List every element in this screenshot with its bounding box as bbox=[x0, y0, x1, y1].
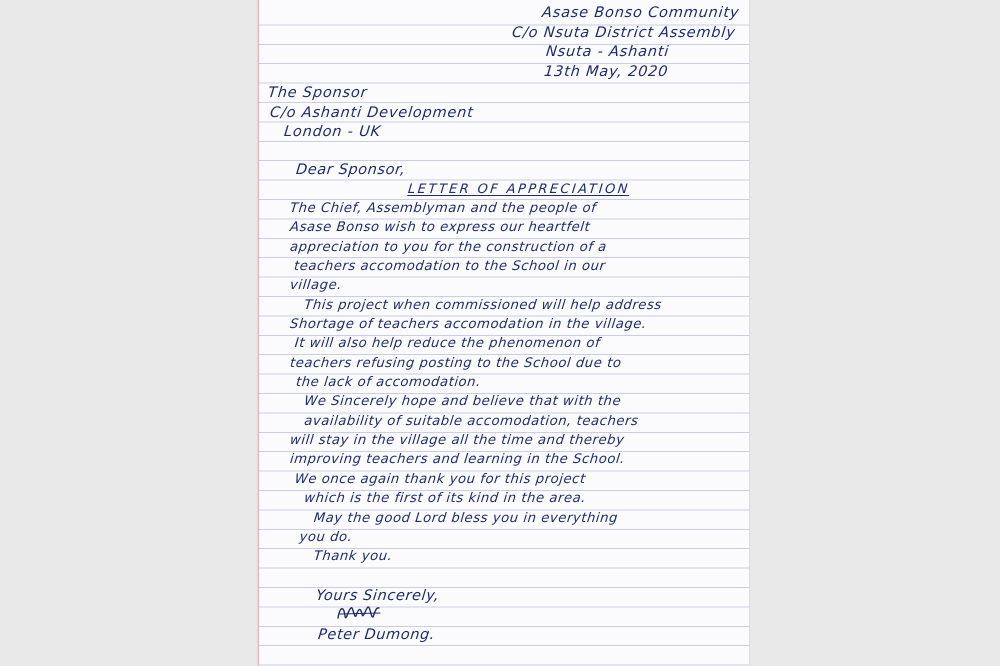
handwritten-signature bbox=[336, 602, 384, 624]
body-line: Thank you. bbox=[289, 549, 394, 565]
signer-name: Peter Dumong. bbox=[317, 627, 436, 643]
body-line: teachers accomodation to the School in our bbox=[293, 259, 607, 275]
recipient-address-line: London - UK bbox=[283, 124, 382, 140]
recipient-address-line: C/o Ashanti Development bbox=[269, 104, 475, 121]
body-line: appreciation to you for the construction of a bbox=[289, 239, 608, 255]
body-line: We once again thank you for this project bbox=[289, 471, 587, 487]
body-line: improving teachers and learning in the School. bbox=[289, 452, 626, 468]
body-line: It will also help reduce the phenomenon of bbox=[289, 336, 602, 352]
letter-title: LETTER OF APPRECIATION bbox=[407, 182, 631, 197]
body-line: Shortage of teachers accomodation in the village. bbox=[289, 317, 648, 333]
salutation: Dear Sponsor, bbox=[295, 162, 407, 178]
body-line: The Chief, Assemblyman and the people of bbox=[289, 201, 598, 216]
body-line: May the good Lord bless you in everything bbox=[289, 510, 619, 526]
closing: Yours Sincerely, bbox=[315, 588, 441, 604]
sender-address-line: Asase Bonso Community bbox=[541, 5, 741, 21]
body-line: We Sincerely hope and believe that with the bbox=[289, 394, 622, 410]
body-line: This project when commissioned will help address bbox=[289, 297, 663, 313]
sender-address-line: C/o Nsuta District Assembly bbox=[511, 24, 737, 41]
paper-margin-line bbox=[258, 0, 259, 666]
sender-address bbox=[512, 4, 739, 82]
sender-address-line: 13th May, 2020 bbox=[543, 63, 670, 80]
body-line: will stay in the village all the time and thereby bbox=[289, 433, 626, 449]
recipient-address-line: The Sponsor bbox=[267, 85, 369, 101]
body-line: teachers refusing posting to the School due to bbox=[289, 355, 623, 371]
body-line: you do. bbox=[289, 529, 354, 545]
body-line: Asase Bonso wish to express our heartfelt bbox=[289, 220, 591, 236]
body-line: availability of suitable accomodation, teachers bbox=[289, 413, 640, 429]
letter-body bbox=[290, 199, 750, 567]
body-line: which is the first of its kind in the area. bbox=[289, 491, 587, 507]
sender-address-line: Nsuta - Ashanti bbox=[545, 44, 670, 60]
body-line: village. bbox=[289, 278, 343, 294]
recipient-address bbox=[268, 84, 474, 143]
body-line: the lack of accomodation. bbox=[295, 375, 482, 391]
